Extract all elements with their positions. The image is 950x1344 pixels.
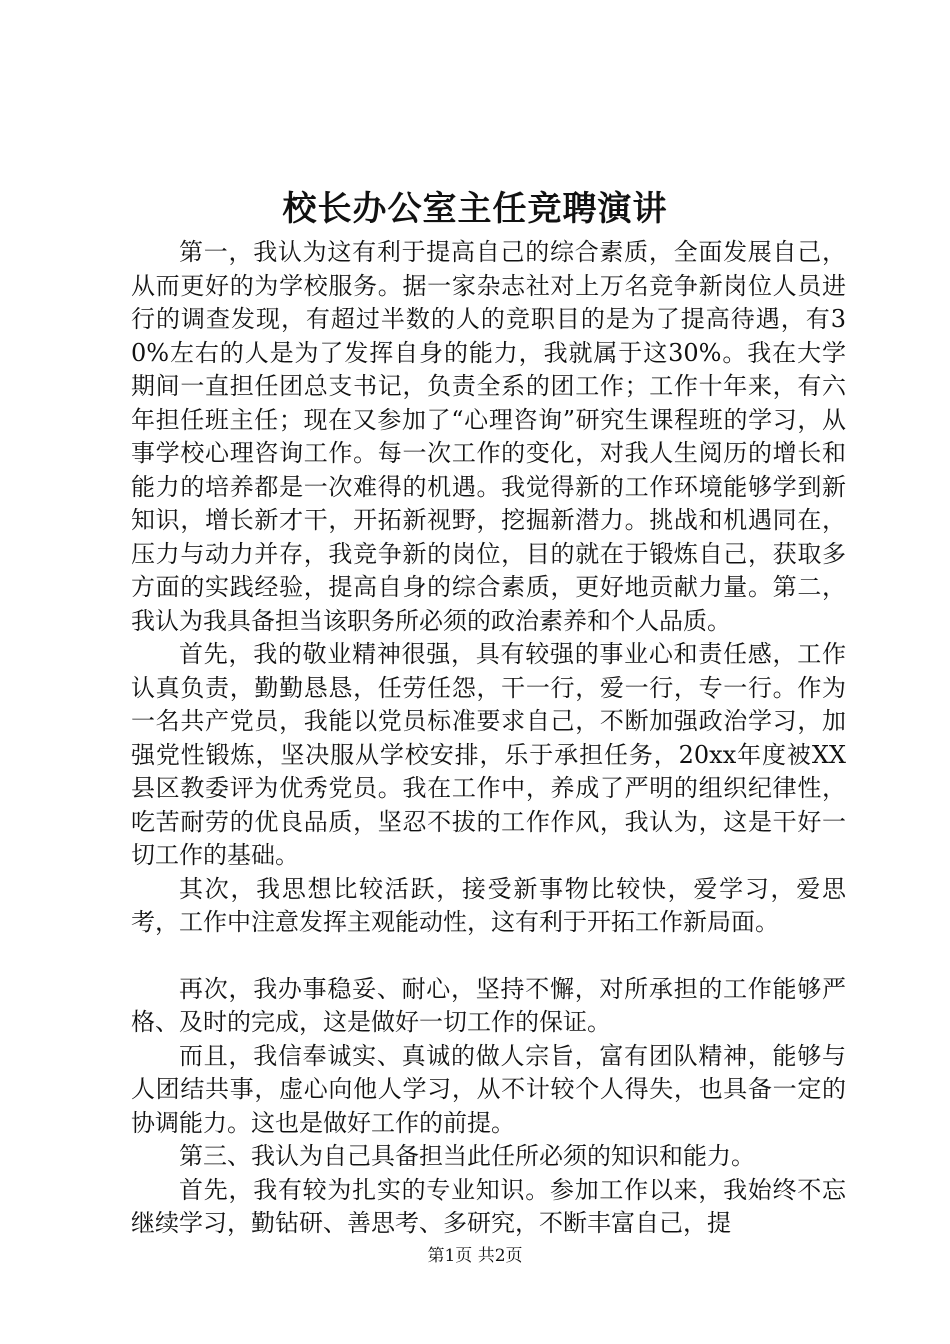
paragraph-7: 首先，我有较为扎实的专业知识。参加工作以来，我始终不忘继续学习，勤钻研、善思考、多研究，不断丰富自己，提: [131, 1175, 846, 1237]
paragraph-5: 而且，我信奉诚实、真诚的做人宗旨，富有团队精神，能够与人团结共事，虚心向他人学习，从不计较个人得失，也具备一定的协调能力。这也是做好工作的前提。: [131, 1041, 846, 1137]
paragraph-1: 第一，我认为这有利于提高自己的综合素质，全面发展自己，从而更好的为学校服务。据一家杂志社对上万名竞争新岗位人员进行的调查发现，有超过半数的人的竞职目的是为了提高待遇，有30%左右的人是为了发挥自身的能力，我就属于这30%。我在大学期间一直担任团总支书记，负责全系的团工作；工作十年来，有六年担任班主任；现在又参加了“心理咨询”研究生课程班的学习，从事学校心理咨询工作。每一次工作的变化，对我人生阅历的增长和能力的培养都是一次难得的机遇。我觉得新的工作环境能够学到新知识，增长新才干，开拓新视野，挖掘新潜力。挑战和机遇同在，压力与动力并存，我竞争新的岗位，目的就在于锻炼自己，获取多方面的实践经验，提高自身的综合素质，更好地贡献力量。第二，我认为我具备担当该职务所必须的政治素养和个人品质。: [131, 238, 846, 635]
paragraph-6: 第三、我认为自己具备担当此任所必须的知识和能力。: [179, 1142, 755, 1170]
paragraph-2: 首先，我的敬业精神很强，具有较强的事业心和责任感，工作认真负责，勤勤恳恳，任劳任怨，干一行，爱一行，专一行。作为一名共产党员，我能以党员标准要求自己，不断加强政治学习，加强党性锻炼，坚决服从学校安排，乐于承担任务，20xx年度被XX县区教委评为优秀党员。我在工作中，养成了严明的组织纪律性，吃苦耐劳的优良品质，坚忍不拔的工作作风，我认为，这是干好一切工作的基础。: [131, 640, 846, 869]
page-number-footer: 第1页 共2页: [427, 1246, 523, 1266]
document-title: 校长办公室主任竞聘演讲: [282, 189, 668, 229]
paragraph-3: 其次，我思想比较活跃，接受新事物比较快，爱学习，爱思考，工作中注意发挥主观能动性，这有利于开拓工作新局面。: [131, 874, 846, 936]
paragraph-4: 再次，我办事稳妥、耐心，坚持不懈，对所承担的工作能够严格、及时的完成，这是做好一切工作的保证。: [131, 974, 846, 1036]
document-body: [131, 236, 846, 1241]
